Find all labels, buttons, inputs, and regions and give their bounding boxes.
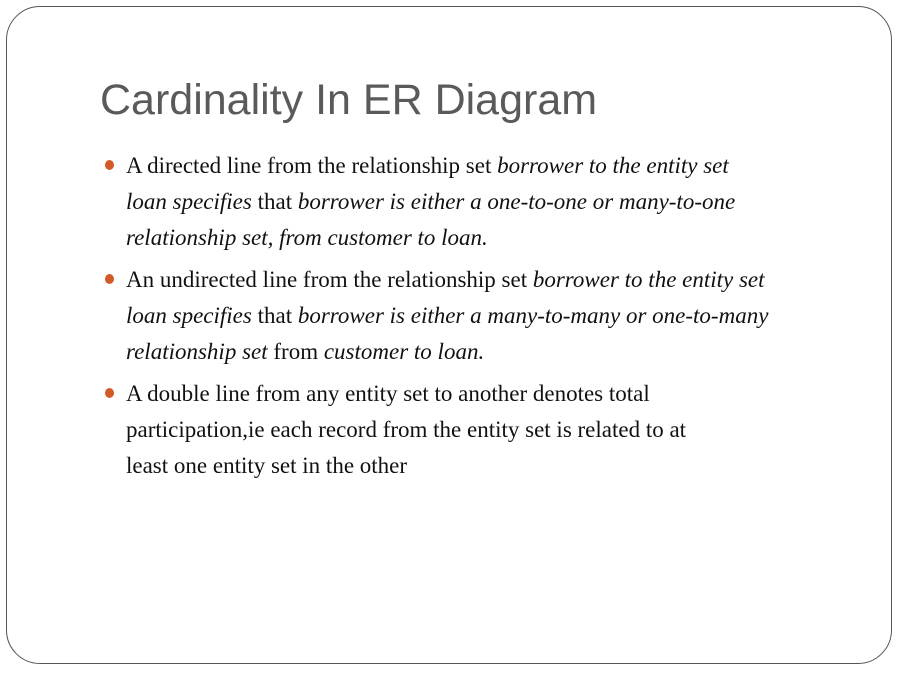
text: that [251, 303, 298, 328]
text: An undirected line from the relationship set [126, 267, 533, 292]
slide-title: Cardinality In ER Diagram [100, 76, 598, 124]
italic-text: customer to loan. [323, 339, 485, 364]
bullet-line [126, 298, 768, 334]
italic-text: loan specifies [126, 189, 252, 214]
italic-text: relationship set, from customer to loan. [126, 225, 488, 250]
bullet-line [126, 184, 768, 220]
bullet-line [126, 448, 768, 484]
text: participation,ie each record from the entity set is related to at [126, 417, 687, 442]
italic-text: borrower to the entity set [497, 153, 729, 178]
bullet-dot-icon [105, 160, 114, 170]
bullet-line [126, 376, 768, 412]
bullet-line [126, 262, 768, 298]
text: A double line from any entity set to another denotes total [126, 381, 650, 406]
bullet-dot-icon [105, 388, 114, 398]
italic-text: loan specifies [126, 303, 252, 328]
bullet-list [126, 148, 768, 490]
bullet-dot-icon [105, 274, 114, 284]
text: that [251, 189, 298, 214]
bullet-line [126, 334, 768, 370]
text: from [267, 339, 324, 364]
italic-text: borrower is either a many-to-many or one-to-many [297, 303, 769, 328]
bullet-line [126, 412, 768, 448]
bullet-item [126, 376, 768, 484]
italic-text: borrower to the entity set [532, 267, 765, 292]
bullet-item [126, 262, 768, 370]
text: least one entity set in the other [126, 453, 408, 478]
bullet-line [126, 148, 768, 184]
italic-text: borrower is either a one-to-one or many-to-one [297, 189, 736, 214]
italic-text: relationship set [126, 339, 268, 364]
text: A directed line from the relationship set [126, 153, 498, 178]
bullet-line [126, 220, 768, 256]
bullet-item [126, 148, 768, 256]
